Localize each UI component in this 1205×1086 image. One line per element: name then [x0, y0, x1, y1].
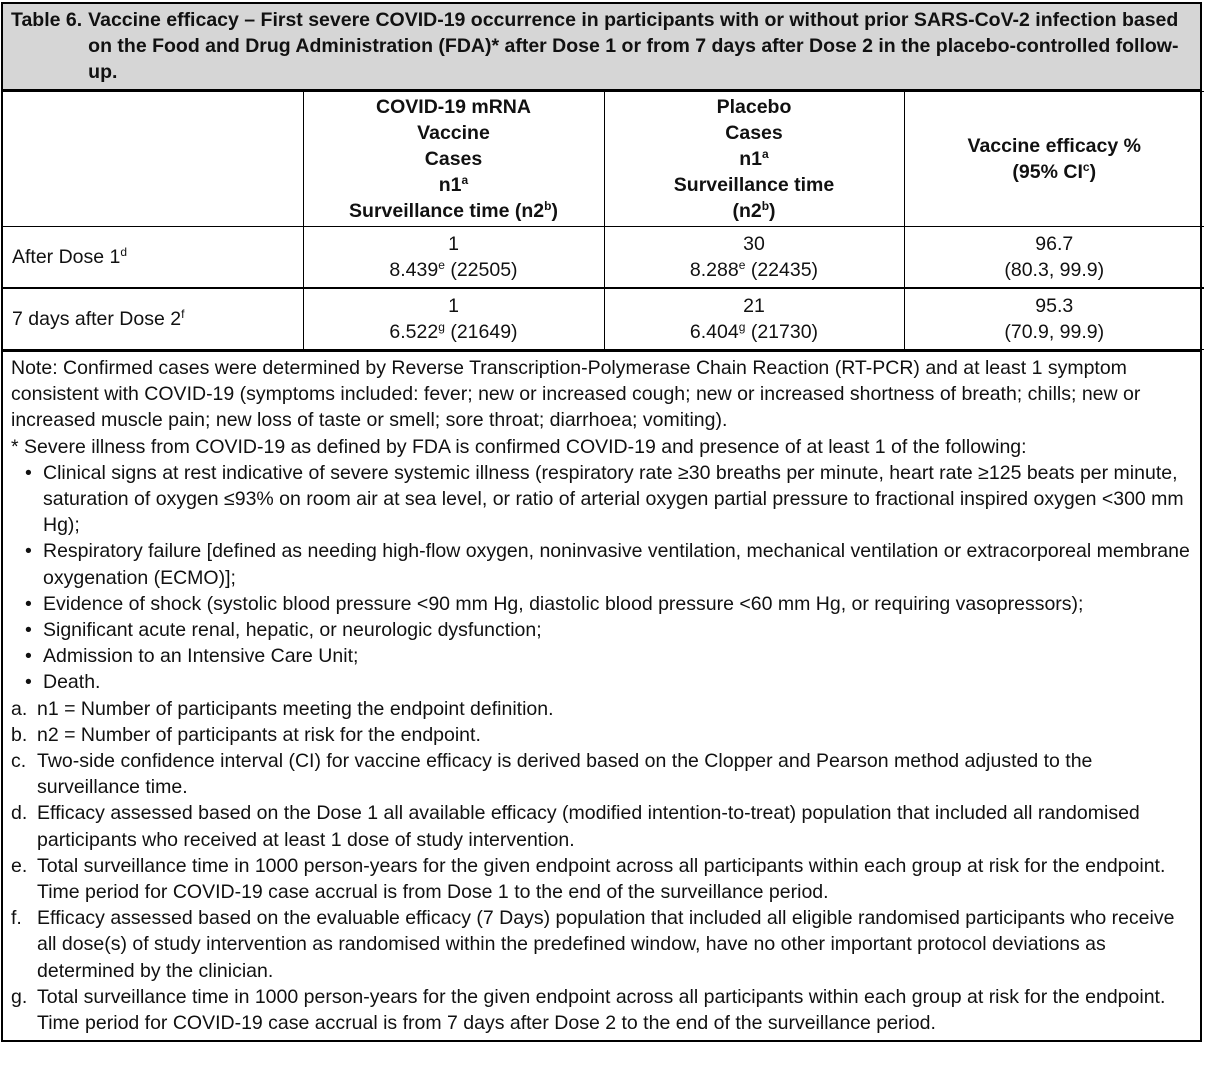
efficacy-cell: 96.7 (80.3, 99.9) [904, 227, 1204, 289]
efficacy-table [3, 91, 1204, 350]
header-empty-cell [3, 92, 303, 227]
list-item: • Respiratory failure [defined as needing high-flow oxygen, noninvasive ventilation, mechanical ventilation or extracorporeal membrane oxygenation (ECMO)]; [25, 540, 1190, 589]
placebo-cell: 30 8.288e (22435) [604, 227, 904, 289]
header-vaccine: COVID-19 mRNA Vaccine Cases n1$^a$ Surveillance time (n2$^b$) [303, 92, 604, 227]
row-label: After Dose 1$^d$ [3, 227, 303, 289]
efficacy-cell: 95.3 (70.9, 99.9) [904, 288, 1204, 350]
caption-label: Table 6. [11, 9, 83, 31]
bullet-icon: • [25, 671, 32, 694]
list-item: • Clinical signs at rest indicative of severe systemic illness (respiratory rate ≥30 breaths per minute, heart rate ≥125 beats per minute, saturation of oxygen ≤93% on room air at sea level, or ratio of arterial oxygen partial pressure to fractional inspired oxygen <300 mm Hg); [25, 461, 1184, 537]
table-caption [3, 4, 1200, 91]
efficacy-table-document [1, 2, 1202, 1042]
list-item: • Significant acute renal, hepatic, or neurologic dysfunction; [11, 617, 1194, 643]
bullet-icon: • [25, 461, 32, 484]
asterisk-note: * Severe illness from COVID-19 as defined by FDA is confirmed COVID-19 and presence of at least 1 of the following: [11, 435, 1027, 458]
table-row [3, 227, 1204, 289]
table-row [3, 288, 1204, 350]
vaccine-cell: 1 8.439e (22505) [303, 227, 604, 289]
note-paragraph: Note: Confirmed cases were determined by Reverse Transcription-Polymerase Chain Reaction (RT-PCR) and at least 1 symptom consistent with COVID-19 (symptoms included: fever; new or increased cough; new or increased shortness of breath; chills; new or increased muscle pain; new loss of taste or smell; sore throat; diarrhoea; vomiting). [11, 357, 1141, 432]
footnote-f: f. Efficacy assessed based on the evaluable efficacy (7 Days) population that included all eligible randomised participants who receive all dose(s) of study intervention as randomised within the predefined window, have no other important protocol deviations as determined by the clinician. [11, 907, 1175, 982]
footnote-g: g. Total surveillance time in 1000 person-years for the given endpoint across all participants within each group at risk for the endpoint. Time period for COVID-19 case accrual is from 7 days after Dose 2 to the end of the surveillance period. [11, 985, 1166, 1035]
footnote-b: b. n2 = Number of participants at risk for the endpoint. [11, 723, 481, 746]
bullet-icon: • [25, 592, 32, 615]
table-notes [3, 350, 1200, 1040]
footnote-d: d. Efficacy assessed based on the Dose 1 all available efficacy (modified intention-to-treat) population that included all randomised participants who received at least 1 dose of study intervention. [11, 802, 1140, 851]
footnote-c: c. Two-side confidence interval (CI) for vaccine efficacy is derived based on the Clopper and Pearson method adjusted to the surveillance time. [11, 750, 1093, 799]
caption-text: Vaccine efficacy – First severe COVID-19 occurrence in participants with or without prior SARS-CoV-2 infection based on the Food and Drug Administration (FDA)* after Dose 1 or from 7 days after Dose 2 in the placebo-controlled follow-up. [88, 9, 1179, 83]
header-efficacy: Vaccine efficacy % (95% $CI^c$) [904, 92, 1204, 227]
table-header-row [3, 92, 1204, 227]
vaccine-cell: 1 6.522$^g$ (21649) [303, 288, 604, 350]
placebo-cell: 21 6.404$^g$ (21730) [604, 288, 904, 350]
row-label: 7 days after Dose 2$^f$ [3, 288, 303, 350]
bullet-icon: • [25, 645, 32, 668]
list-item: • Death. [11, 669, 1194, 695]
header-placebo: Placebo Cases n1$^a$ Surveillance time (n2$^b$) [604, 92, 904, 227]
bullet-icon: • [25, 619, 32, 642]
footnote-a: a. n1 = Number of participants meeting the endpoint definition. [11, 697, 554, 720]
footnote-e: e. Total surveillance time in 1000 person-years for the given endpoint across all participants within each group at risk for the endpoint. Time period for COVID-19 case accrual is from Dose 1 to the end of the surveillance period. [11, 854, 1166, 904]
list-item: • Admission to an Intensive Care Unit; [11, 643, 1194, 669]
list-item: • Evidence of shock (systolic blood pressure <90 mm Hg, diastolic blood pressure <60 mm Hg, or requiring vasopressors); [11, 591, 1194, 617]
bullet-icon: • [25, 540, 32, 563]
